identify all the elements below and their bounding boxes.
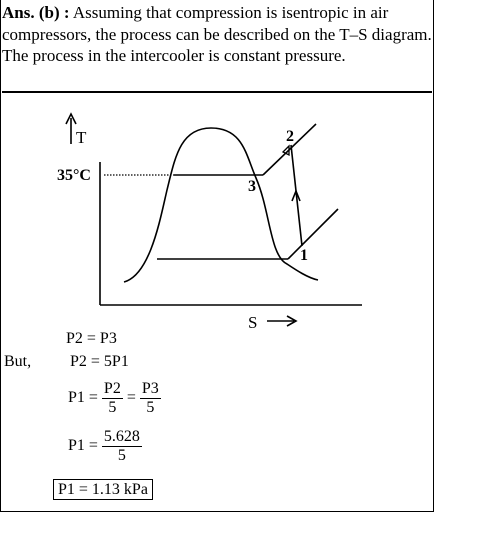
answer-label: Ans. (b) : [2,3,70,22]
intercooler-text: The process in the intercooler is constant pressure. [2,46,346,65]
answer-text: Assuming that compression is isentropic in air compressors, the process can be described on the T–S diagram. [2,3,432,44]
fraction-denominator: 5 [108,399,117,416]
eq4-lhs: P1 = [68,437,98,455]
point-label-3: 3 [248,178,256,195]
fraction-p2-over-5 [102,380,123,417]
equation-p1-fractions [68,380,161,417]
equation-p2-5p1: P2 = 5P1 [70,353,129,370]
point-label-1: 1 [300,247,308,264]
equation-p2-p3: P2 = P3 [66,330,117,347]
equation-p1-value [68,428,142,465]
x-axis-label: S [248,313,258,332]
temperature-label: 35°C [57,167,91,184]
point-label-2: 2 [286,128,294,145]
result-box [53,481,153,499]
fraction-numerator: 5.628 [103,428,140,445]
fraction-p3-over-5 [140,380,161,417]
equals-sign: = [126,389,136,407]
fraction-numerator: P2 [103,380,121,397]
lower-superheat-line [288,209,338,259]
fraction-denominator: 5 [117,447,126,464]
fraction-numerator: P3 [141,380,159,397]
fraction-denominator: 5 [146,399,155,416]
eq3-lhs: P1 = [68,389,98,407]
fraction-5628-over-5 [102,428,142,465]
compression-line [291,145,302,246]
y-axis-label: T [76,128,87,147]
result-text: P1 = 1.13 kPa [53,479,153,500]
but-label: But, [4,353,32,370]
